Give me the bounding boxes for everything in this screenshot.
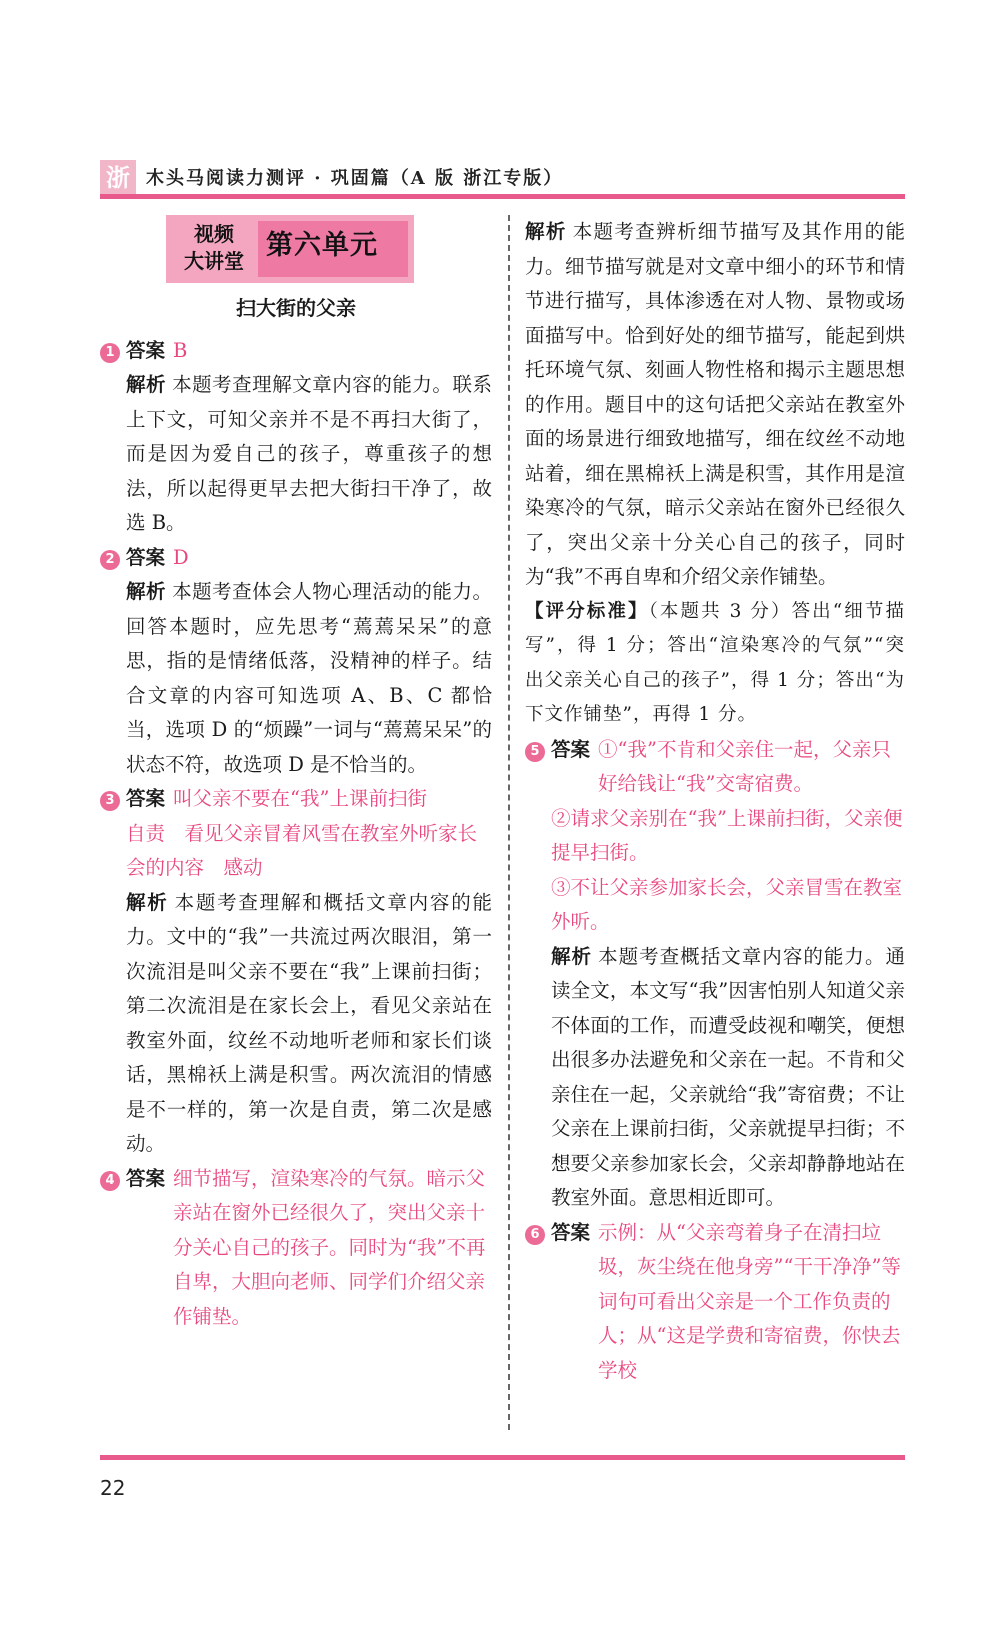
column-divider <box>508 215 510 1430</box>
question-number: 1 <box>100 343 120 363</box>
question-number: 3 <box>100 791 120 811</box>
book-title: 木头马阅读力测评 · 巩固篇（A 版 浙江专版） <box>146 168 564 189</box>
answer-label: 答案 <box>551 1220 591 1244</box>
video-lecture-tag: 视频 大讲堂 <box>184 222 244 273</box>
scoring-standard <box>525 595 905 733</box>
question-number: 6 <box>525 1225 545 1245</box>
scoring-text: （本题共 3 分）答出“细节描写”，得 1 分；答出“渲染寒冷的气氛”“突出父亲关心自己的孩子”，得 1 分；答出“为下文作铺垫”，再得 1 分。 <box>525 600 905 725</box>
answer-text-cont: 自责 看见父亲冒着风雪在教室外听家长会的内容 感动 <box>126 821 478 879</box>
answer-label: 答案 <box>126 787 166 810</box>
answer-text: D <box>173 545 189 569</box>
province-logo: 浙 <box>100 160 136 196</box>
analysis-block <box>525 940 905 1216</box>
unit-name: 第六单元 <box>266 230 378 261</box>
analysis-text: 本题考查理解和概括文章内容的能力。文中的“我”一共流过两次眼泪，第一次流泪是叫父亲不要在“我”上课前扫街；第二次流泪是在家长会上，看见父亲站在教室外面，纹丝不动地听老师和家长们谈话，黑棉袄上满是积雪。两次流泪的情感是不一样的，第一次是自责，第二次是感动。 <box>126 890 492 1155</box>
answer-text: B <box>173 338 188 362</box>
analysis-text: 本题考查辨析细节描写及其作用的能力。细节描写就是对文章中细小的环节和情节进行描写，具体渗透在对人物、景物或场面描写中。恰到好处的细节描写，能起到烘托环境气氛、刻画人物性格和揭示主题思想的作用。题目中的这句话把父亲站在教室外面的场景进行细致地描写，细在纹丝不动地站着，细在黑棉袄上满是积雪，其作用是渲染寒冷的气氛，暗示父亲站在窗外已经很久了，突出父亲十分关心自己的孩子，同时为“我”不再自卑和介绍父亲作铺垫。 <box>525 220 905 588</box>
header-rule <box>100 194 905 199</box>
question-6 <box>525 1216 905 1389</box>
question-1 <box>100 334 492 541</box>
q4-analysis-block <box>525 215 905 595</box>
question-2 <box>100 541 492 783</box>
analysis-label: 解析 <box>525 220 567 243</box>
answer-item-2: ②请求父亲别在“我”上课前扫街，父亲便提早扫街。 <box>551 806 903 864</box>
question-5 <box>525 733 905 1216</box>
unit-banner <box>166 215 414 283</box>
analysis-text: 本题考查概括文章内容的能力。通读全文，本文写“我”因害怕别人知道父亲不体面的工作，而遭受歧视和嘲笑，便想出很多办法避免和父亲在一起。不肯和父亲住在一起，父亲就给“我”寄宿费；不让父亲在上课前扫街，父亲就提早扫街；不想要父亲参加家长会，父亲却静静地站在教室外面。意思相近即可。 <box>551 944 905 1209</box>
analysis-block <box>100 575 492 782</box>
answer-label: 答案 <box>126 545 166 569</box>
analysis-text: 本题考查理解文章内容的能力。联系上下文，可知父亲并不是不再扫大街了，而是因为爱自己的孩子，尊重孩子的想法，所以起得更早去把大街扫干净了，故选 B。 <box>126 373 492 534</box>
footer-rule <box>100 1455 905 1460</box>
analysis-label: 解析 <box>126 373 167 396</box>
answer-item-3: ③不让父亲参加家长会，父亲冒雪在教室外听。 <box>551 875 903 933</box>
question-4 <box>100 1162 492 1335</box>
answer-label: 答案 <box>126 338 166 362</box>
answer-label: 答案 <box>126 1166 166 1190</box>
analysis-block <box>100 886 492 1162</box>
answer-label: 答案 <box>551 737 591 761</box>
answer-text: 示例：从“父亲弯着身子在清扫垃圾，灰尘绕在他身旁”“干干净净”等词句可看出父亲是一个工作负责的人；从“这是学费和寄宿费，你快去学校 <box>598 1220 901 1382</box>
right-column <box>525 215 905 1388</box>
answer-item-1: ①“我”不肯和父亲住一起，父亲只好给钱让“我”交寄宿费。 <box>598 737 891 795</box>
answer-text: 细节描写，渲染寒冷的气氛。暗示父亲站在窗外已经很久了，突出父亲十分关心自己的孩子。同时为“我”不再自卑，大胆向老师、同学们介绍父亲作铺垫。 <box>173 1166 486 1328</box>
question-number: 4 <box>100 1171 120 1191</box>
answer-text: 叫父亲不要在“我”上课前扫街 <box>173 787 427 810</box>
analysis-text: 本题考查体会人物心理活动的能力。回答本题时，应先思考“蔫蔫呆呆”的意思，指的是情绪低落，没精神的样子。结合文章的内容可知选项 A、B、C 都恰当，选项 D 的“烦躁”一词与“蔫蔫呆呆”的状态不符，故选项 D 是不恰当的。 <box>126 580 492 776</box>
analysis-label: 解析 <box>551 944 593 968</box>
article-title: 扫大街的父亲 <box>236 296 356 320</box>
analysis-label: 解析 <box>126 890 169 914</box>
analysis-label: 解析 <box>126 580 167 603</box>
left-column <box>100 215 492 1334</box>
analysis-block <box>100 368 492 541</box>
question-number: 5 <box>525 742 545 762</box>
page-number: 22 <box>100 1476 126 1500</box>
question-3 <box>100 782 492 1162</box>
scoring-label: 【评分标准】 <box>525 600 649 622</box>
question-number: 2 <box>100 550 120 570</box>
